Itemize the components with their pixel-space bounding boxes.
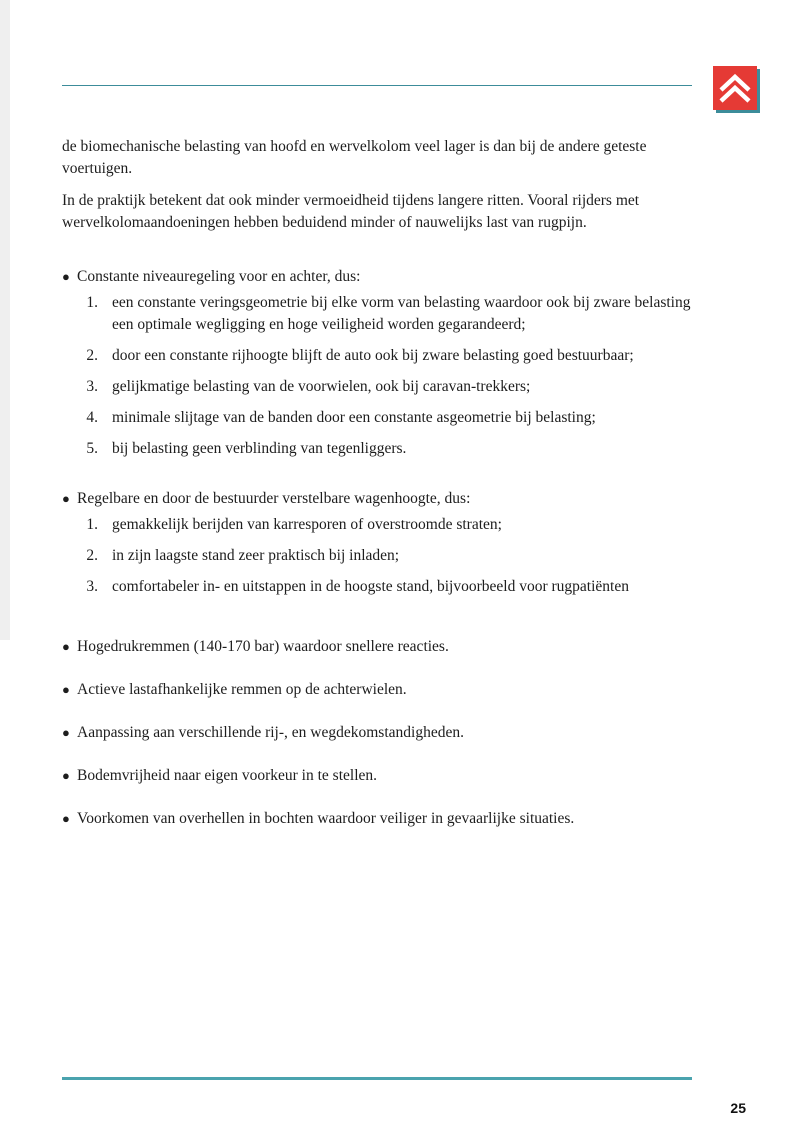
group-heading: Constante niveauregeling voor en achter, dus: [77, 268, 361, 285]
bullet-heading [62, 266, 702, 288]
bullet-dot-icon: ● [62, 491, 70, 506]
list-item [62, 514, 702, 536]
page-number: 25 [730, 1100, 746, 1116]
double-chevron-icon [713, 66, 757, 110]
intro-paragraph-1: de biomechanische belasting van hoofd en wervelkolom veel lager is dan bij de andere geteste voertuigen. [62, 138, 647, 177]
list-number: 3. [86, 578, 98, 595]
list-number: 5. [86, 440, 98, 457]
list-item [62, 438, 702, 460]
bullet-item [62, 722, 702, 744]
list-item [62, 576, 702, 598]
list-text: door een constante rijhoogte blijft de auto ook bij zware belasting goed bestuurbaar; [112, 347, 634, 364]
numbered-list [62, 292, 702, 460]
footer-rule [62, 1077, 692, 1080]
bullet-text: Bodemvrijheid naar eigen voorkeur in te stellen. [77, 767, 378, 784]
bullet-item [62, 636, 702, 658]
bullet-text: Actieve lastafhankelijke remmen op de achterwielen. [77, 681, 407, 698]
list-number: 3. [86, 378, 98, 395]
feature-group-levelling [62, 266, 702, 460]
list-text: minimale slijtage van de banden door een constante asgeometrie bij belasting; [112, 409, 596, 426]
bullet-dot-icon: ● [62, 269, 70, 284]
intro-paragraph-2: In de praktijk betekent dat ook minder vermoeidheid tijdens langere ritten. Vooral rijders met wervelkolomaandoeningen hebben beduidend minder of nauwelijks last van rugpijn. [62, 192, 640, 231]
list-text: bij belasting geen verblinding van tegenliggers. [112, 440, 407, 457]
bullet-item [62, 808, 702, 830]
group-heading: Regelbare en door de bestuurder verstelbare wagenhoogte, dus: [77, 490, 471, 507]
bullet-dot-icon: ● [62, 725, 70, 740]
bullet-dot-icon: ● [62, 811, 70, 826]
numbered-list [62, 514, 702, 598]
scan-edge-shade [0, 0, 10, 640]
list-text: gemakkelijk berijden van karresporen of overstroomde straten; [112, 516, 502, 533]
bullet-dot-icon: ● [62, 682, 70, 697]
feature-group-ride-height [62, 488, 702, 598]
list-item [62, 545, 702, 567]
list-number: 4. [86, 409, 98, 426]
bullet-item [62, 679, 702, 701]
list-number: 1. [86, 294, 98, 311]
list-item [62, 407, 702, 429]
list-number: 1. [86, 516, 98, 533]
bullet-dot-icon: ● [62, 639, 70, 654]
bullet-heading [62, 488, 702, 510]
list-number: 2. [86, 547, 98, 564]
list-number: 2. [86, 347, 98, 364]
list-text: comfortabeler in- en uitstappen in de hoogste stand, bijvoorbeeld voor rugpatiënten [112, 578, 629, 595]
bullet-text: Aanpassing aan verschillende rij-, en wegdekomstandigheden. [77, 724, 464, 741]
list-item [62, 345, 702, 367]
page-content [62, 136, 702, 851]
bullet-text: Hogedrukremmen (140-170 bar) waardoor snellere reacties. [77, 638, 449, 655]
list-text: een constante veringsgeometrie bij elke vorm van belasting waardoor ook bij zware belasting een optimale wegligging en hoge veiligheid worden gegarandeerd; [112, 294, 691, 333]
double-chevron-logo [713, 66, 757, 110]
bullet-dot-icon: ● [62, 768, 70, 783]
bullet-item [62, 765, 702, 787]
list-item [62, 292, 702, 336]
bullet-text: Voorkomen van overhellen in bochten waardoor veiliger in gevaarlijke situaties. [77, 810, 575, 827]
list-item [62, 376, 702, 398]
list-text: gelijkmatige belasting van de voorwielen, ook bij caravan-trekkers; [112, 378, 531, 395]
header-rule [62, 85, 692, 86]
list-text: in zijn laagste stand zeer praktisch bij inladen; [112, 547, 400, 564]
